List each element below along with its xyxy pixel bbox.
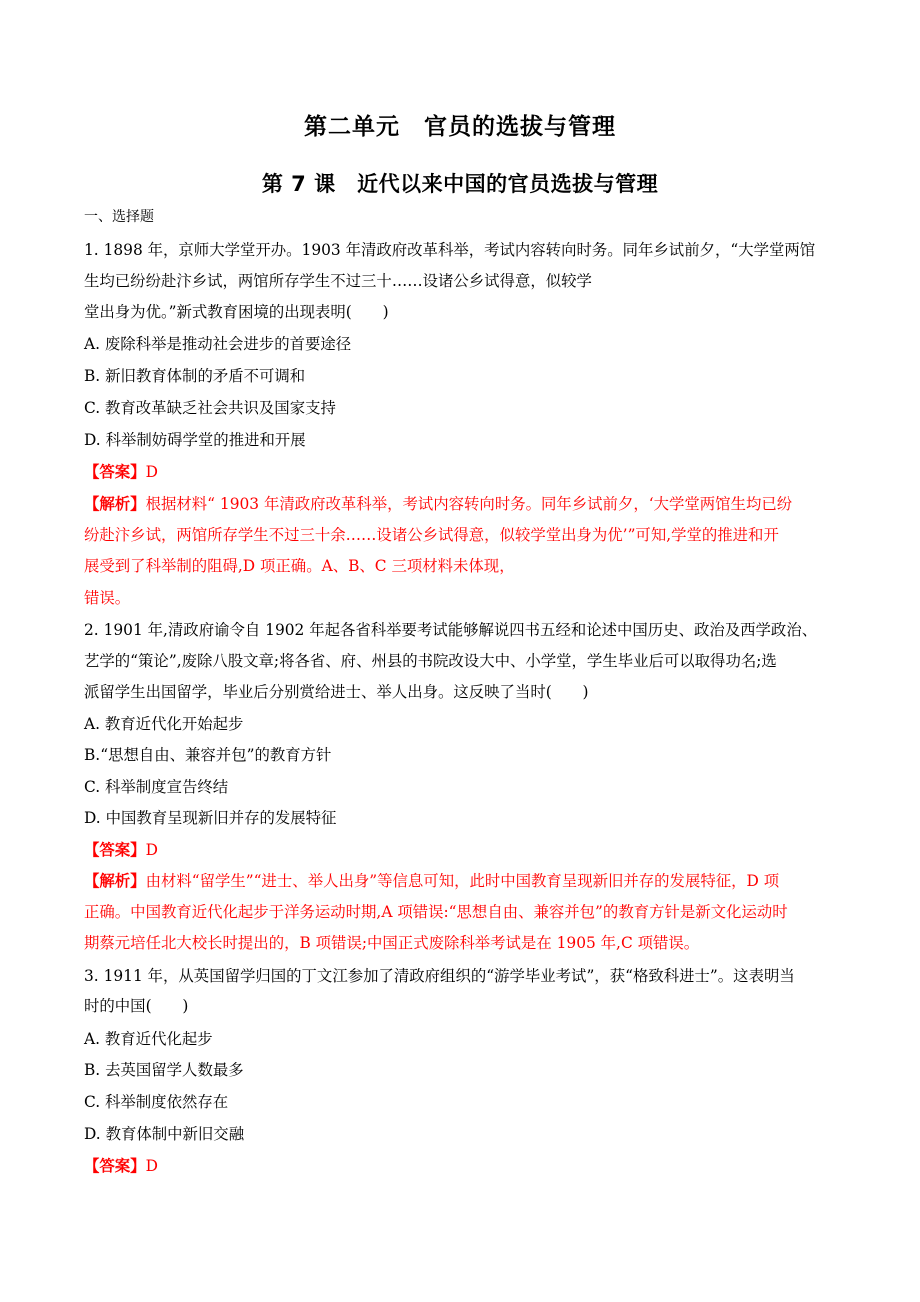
analysis-tag: 【解析】 xyxy=(84,495,146,513)
question-2-analysis-line-2: 正确。中国教育近代化起步于洋务运动时期,A 项错误:“思想自由、兼容并包”的教育方针是新文化运动时 xyxy=(84,903,788,921)
question-1-analysis-line-4: 错误。 xyxy=(84,589,131,607)
unit-title: 第二单元 官员的选拔与管理 xyxy=(304,114,616,140)
question-1-option-a: A. 废除科举是推动社会进步的首要途径 xyxy=(84,335,352,353)
question-2-option-a: A. 教育近代化开始起步 xyxy=(84,715,244,733)
question-2-analysis-line-1 xyxy=(84,871,779,891)
analysis-text: 根据材料“ 1903 年清政府改革科举，考试内容转向时务。同年乡试前夕，‘大学堂两馆生均已纷 xyxy=(145,495,793,513)
answer-tag: 【答案】 xyxy=(84,841,146,859)
question-2-option-d: D. 中国教育呈现新旧并存的发展特征 xyxy=(84,809,337,827)
question-3-option-a: A. 教育近代化起步 xyxy=(84,1030,213,1048)
answer-value: D xyxy=(145,841,158,859)
question-3-option-b: B. 去英国留学人数最多 xyxy=(84,1061,244,1079)
question-2-analysis-line-3: 期蔡元培任北大校长时提出的，B 项错误;中国正式废除科举考试是在 1905 年,C 项错误。 xyxy=(84,934,700,952)
question-1-analysis-line-1 xyxy=(84,494,792,514)
question-3-option-d: D. 教育体制中新旧交融 xyxy=(84,1125,245,1143)
question-2-option-b: B.“思想自由、兼容并包”的教育方针 xyxy=(84,746,332,764)
question-1-option-d: D. 科举制妨碍学堂的推进和开展 xyxy=(84,431,306,449)
analysis-text: 由材料“留学生”“进士、举人出身”等信息可知，此时中国教育呈现新旧并存的发展特征，D 项 xyxy=(145,872,780,890)
answer-tag: 【答案】 xyxy=(84,1157,146,1175)
question-3-answer xyxy=(84,1156,158,1176)
question-1-answer xyxy=(84,462,158,482)
question-1-option-c: C. 教育改革缺乏社会共识及国家支持 xyxy=(84,399,336,417)
question-1-stem-line-1: 1. 1898 年，京师大学堂开办。1903 年清政府改革科举，考试内容转向时务。同年乡试前夕，“大学堂两馆 xyxy=(84,241,816,259)
question-1-stem-line-2: 生均已纷纷赴汴乡试，两馆所存学生不过三十……设诸公乡试得意，似较学 xyxy=(84,272,592,290)
analysis-tag: 【解析】 xyxy=(84,872,146,890)
question-1-stem-line-3: 堂出身为优。”新式教育困境的出现表明( ) xyxy=(84,303,389,321)
lesson-title: 第 7 课 近代以来中国的官员选拔与管理 xyxy=(261,172,659,196)
question-3-stem-line-2: 时的中国( ) xyxy=(84,997,189,1015)
question-1-analysis-line-3: 展受到了科举制的阻碍,D 项正确。A、B、C 三项材料未体现， xyxy=(84,557,515,575)
question-3-stem-line-1: 3. 1911 年，从英国留学归国的丁文江参加了清政府组织的“游学毕业考试”，获“格致科进士”。这表明当 xyxy=(84,967,795,985)
question-2-answer xyxy=(84,840,158,860)
section-label: 一、选择题 xyxy=(84,209,154,225)
question-2-stem-line-3: 派留学生出国留学，毕业后分别赏给进士、举人出身。这反映了当时( ) xyxy=(84,683,589,701)
question-1-option-b: B. 新旧教育体制的矛盾不可调和 xyxy=(84,367,306,385)
question-2-option-c: C. 科举制度宣告终结 xyxy=(84,778,229,796)
question-2-stem-line-2: 艺学的“策论”,废除八股文章;将各省、府、州县的书院改设大中、小学堂，学生毕业后可以取得功名;选 xyxy=(84,652,777,670)
answer-value: D xyxy=(145,463,158,481)
question-2-stem-line-1: 2. 1901 年,清政府谕令自 1902 年起各省科举要考试能够解说四书五经和论述中国历史、政治及西学政治、 xyxy=(84,621,818,639)
question-1-analysis-line-2: 纷赴汴乡试，两馆所存学生不过三十余……设诸公乡试得意，似较学堂出身为优’”可知,学堂的推进和开 xyxy=(84,526,779,544)
answer-tag: 【答案】 xyxy=(84,463,146,481)
question-3-option-c: C. 科举制度依然存在 xyxy=(84,1093,229,1111)
answer-value: D xyxy=(145,1157,158,1175)
